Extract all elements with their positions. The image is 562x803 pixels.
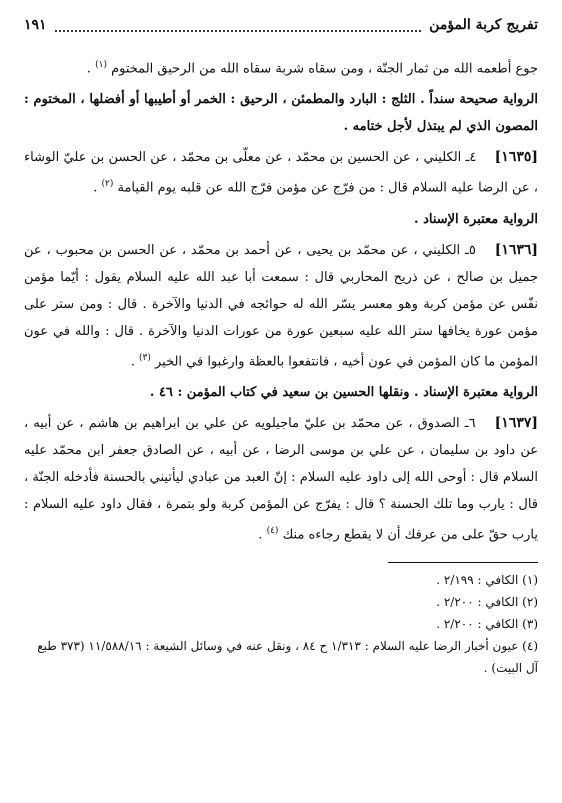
paragraph-text: الرواية صحيحة سنداً . الثلج : البارد والمطمئن ، الرحيق : الخمر أو أطيبها أو أفضلها ، المختوم : المصون الذي لم يبتذل لأجل ختامه . [24, 92, 538, 135]
footnote-ref: (٣) [138, 352, 151, 363]
grading-note [24, 86, 538, 140]
header-leader-dots [55, 18, 422, 32]
paragraph-tail: . [86, 61, 91, 77]
grading-note [24, 206, 538, 233]
body-text [24, 52, 538, 548]
page-number: ١٩١ [24, 17, 47, 33]
paragraph-text: الرواية معتبرة الإسناد . [414, 211, 538, 227]
paragraph-tail: . [93, 180, 98, 196]
paragraph-text: الرواية معتبرة الإسناد . ونقلها الحسين بن سعيد في كتاب المؤمن : ٤٦ . [149, 384, 538, 400]
paragraph [24, 52, 538, 82]
paragraph-tail: . [130, 353, 135, 369]
footnote: (٤) عيون أخبار الرضا عليه السلام : ١/٣١٣ ح ٨٤ ، ونقل عنه في وسائل الشيعة : ١١/٥٨٨/١٦ (٣٧٣ طبع آل البيت) . [37, 639, 538, 676]
paragraph-text: ٦ـ الصدوق ، عن محمّد بن عليّ ماجيلويه عن علي بن ابراهيم بن هاشم ، عن أبيه ، عن داود بن سليمان ، عن علي بن موسى الرضا ، عن أبيه ، عن الصادق جعفر ابن محمّد عليه السلام قال : أوحى الله إلى داود عليه السلام : إنّ العبد من عبادي ليأتيني بالحسنة فأدخله الجنّة ، قال : يارب وما تلك الحسنة ؟ قال : يفرّج عن المؤمن كربة ولو بتمرة ، فقال داود عليه السلام : يارب حقّ على من عرفك أن لا يقطع رجاءه منك [24, 415, 538, 543]
entry-number: [١٦٣٥] [494, 149, 538, 166]
paragraph-text: ٤ـ الكليني ، عن الحسين بن محمّد ، عن معلّى بن محمّد ، عن الحسن بن عليّ الوشاء ، عن الرضا عليه السلام قال : من فرّج عن مؤمن فرّج الله عن قلبه يوم القيامة [24, 150, 538, 196]
footnotes [24, 569, 538, 679]
hadith-entry [24, 144, 538, 201]
page [24, 8, 538, 798]
hadith-entry [24, 410, 538, 548]
paragraph-tail: . [258, 527, 263, 543]
footnote: (٢) الكافي : ٢/٢٠٠ . [436, 595, 538, 610]
footnote: (٣) الكافي : ٢/٢٠٠ . [436, 617, 538, 632]
entry-number: [١٦٣٧] [494, 414, 538, 431]
running-title: تفريج كربة المؤمن [429, 17, 538, 33]
paragraph-text: ٥ـ الكليني ، عن محمّد بن يحيى ، عن أحمد بن محمّد ، عن الحسن بن محبوب ، عن جميل بن صالح ، عن ذريح المحاربي قال : سمعت أبا عبد الله عليه السلام يقول : أيّما مؤمن نفّس عن مؤمن كربة وهو معسر يسّر الله له حوائجه في الدنيا والآخرة . قال : ومن ستر على مؤمن عورة يخافها ستر الله عليه سبعين عورة من عورات الدنيا والآخرة . قال : والله في عون المؤمن ما كان المؤمن في عون أخيه ، فانتفعوا بالعظة وارغبوا في الخير [24, 242, 538, 369]
footnote-ref: (١) [95, 60, 107, 70]
paragraph-text: جوع أطعمه الله من ثمار الجنّة ، ومن سقاه شربة سقاه الله من الرحيق المختوم [111, 61, 538, 77]
grading-note [24, 379, 538, 406]
footnote-separator [388, 562, 538, 563]
hadith-entry [24, 237, 538, 375]
page-header [24, 8, 538, 38]
footnote: (١) الكافي : ٢/١٩٩ . [436, 573, 538, 588]
entry-number: [١٦٣٦] [494, 241, 539, 258]
footnote-ref: (٤) [266, 525, 279, 536]
footnote-ref: (٢) [101, 179, 114, 190]
